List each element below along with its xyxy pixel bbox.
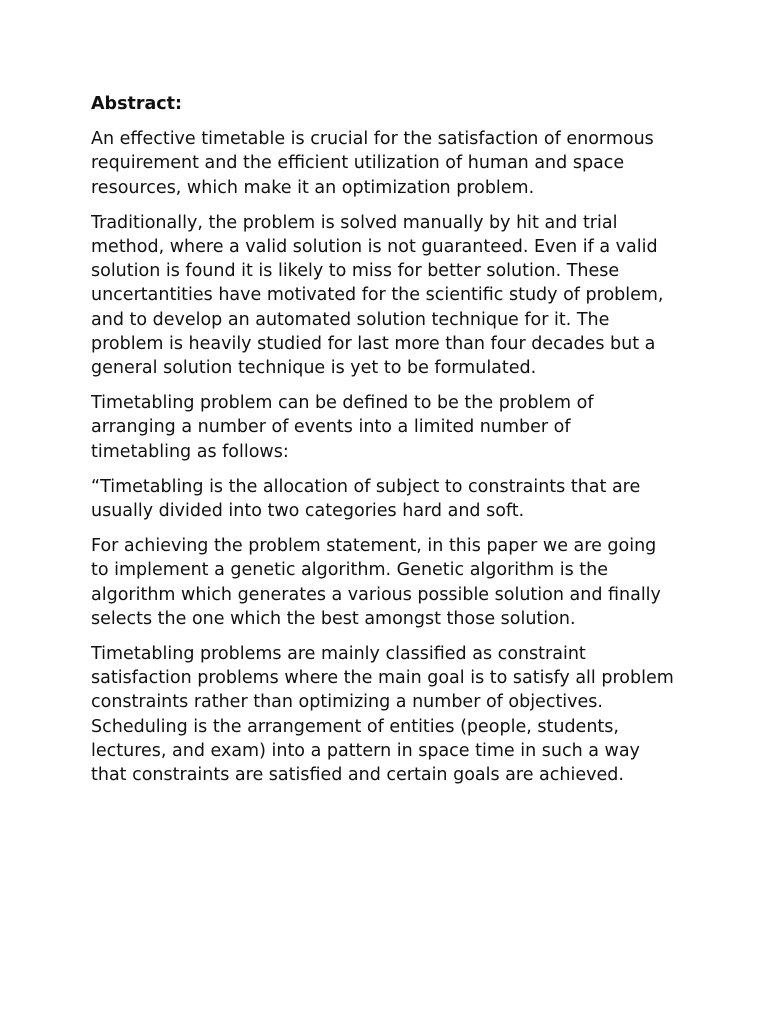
text-line: to implement a genetic algorithm. Genetic algorithm is the bbox=[91, 560, 608, 581]
document-body bbox=[91, 92, 691, 798]
text-line: method, where a valid solution is not guaranteed. Even if a valid bbox=[91, 237, 658, 258]
text-line: solution is found it is likely to miss for better solution. These bbox=[91, 261, 620, 282]
text-line: “Timetabling is the allocation of subject to constraints that are bbox=[91, 476, 641, 497]
text-line: An effective timetable is crucial for the satisfaction of enormous bbox=[91, 129, 654, 150]
text-line: general solution technique is yet to be formulated. bbox=[91, 358, 537, 379]
text-line: resources, which make it an optimization problem. bbox=[91, 177, 535, 198]
text-line: arranging a number of events into a limited number of bbox=[91, 417, 571, 438]
text-line: usually divided into two categories hard and soft. bbox=[91, 501, 525, 522]
paragraph-6 bbox=[91, 642, 691, 787]
paragraph-4 bbox=[91, 475, 691, 523]
text-line: that constraints are satisfied and certain goals are achieved. bbox=[91, 765, 624, 786]
text-line: uncertantities have motivated for the scientific study of problem, bbox=[91, 285, 664, 306]
text-line: constraints rather than optimizing a number of objectives. bbox=[91, 692, 603, 713]
text-line: and to develop an automated solution technique for it. The bbox=[91, 309, 610, 330]
text-line: Scheduling is the arrangement of entities (people, students, bbox=[91, 716, 619, 737]
text-line: selects the one which the best amongst those solution. bbox=[91, 608, 576, 629]
abstract-heading: Abstract: bbox=[91, 94, 183, 114]
text-line: requirement and the efficient utilization of human and space bbox=[91, 153, 625, 174]
text-line: satisfaction problems where the main goal is to satisfy all problem bbox=[91, 668, 674, 689]
text-line: For achieving the problem statement, in this paper we are going bbox=[91, 536, 657, 557]
paragraph-5 bbox=[91, 534, 691, 631]
text-line: algorithm which generates a various possible solution and finally bbox=[91, 584, 661, 605]
text-line: problem is heavily studied for last more than four decades but a bbox=[91, 333, 656, 354]
text-line: Traditionally, the problem is solved manually by hit and trial bbox=[91, 212, 618, 233]
paragraph-2 bbox=[91, 211, 691, 380]
text-line: timetabling as follows: bbox=[91, 441, 289, 462]
paragraph-3 bbox=[91, 391, 691, 464]
paragraph-1 bbox=[91, 127, 691, 200]
text-line: Timetabling problems are mainly classified as constraint bbox=[91, 644, 586, 665]
text-line: Timetabling problem can be defined to be the problem of bbox=[91, 393, 594, 414]
text-line: lectures, and exam) into a pattern in space time in such a way bbox=[91, 740, 640, 761]
